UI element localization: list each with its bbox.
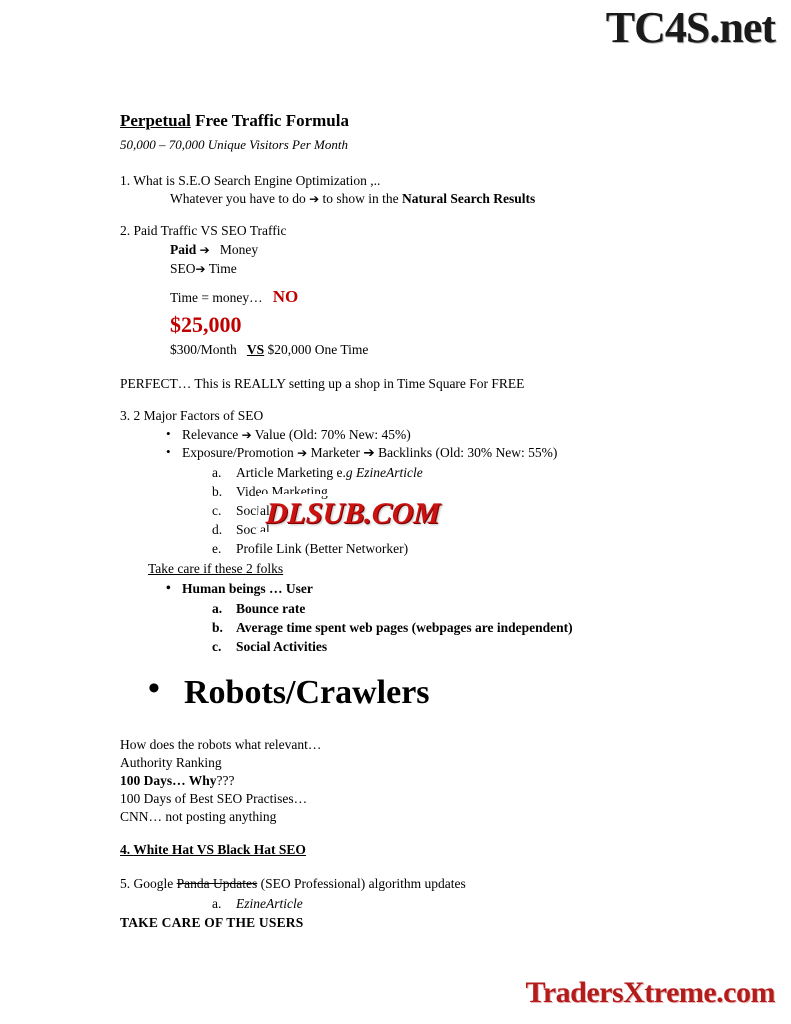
item-text: Social [236,502,270,518]
list-item: • Human beings … User [120,580,680,598]
list-item [120,619,680,637]
page-title-underlined: Perpetual [120,111,191,130]
bullet-0-text: Value (Old: 70% New: 45%) [254,426,411,442]
list-item [120,444,680,462]
item-marker: b. [212,619,223,635]
authority-paragraph [120,736,680,825]
page-title [120,110,680,132]
item-text: Bounce rate [236,600,306,616]
arrow-icon: ➔ [195,261,206,276]
item-marker: c. [212,638,222,654]
item-marker: c. [212,502,222,518]
list-item [120,426,680,444]
paid-value: Money [219,242,259,258]
list-item [120,895,680,913]
section-2-heading: 2. Paid Traffic VS SEO Traffic [120,223,287,239]
perfect-line: PERFECT… This is REALLY setting up a shop in Time Square For FREE [120,375,525,391]
item-text: Video Marketing [236,484,328,500]
item-text: Article Marketing e. [236,465,346,481]
section-5-heading [120,875,680,893]
item-marker: a. [212,600,223,616]
take-care-users-footer: TAKE CARE OF THE USERS [120,914,304,930]
item-text: Social Activities [236,638,328,654]
paragraph-line-4: 100 Days of Best SEO Practises… [120,790,308,806]
arrow-icon: ➔ [297,446,308,461]
arrow-icon: ➔ [241,427,252,442]
robots-crawlers-text: Robots/Crawlers [184,674,430,712]
watermark-bottom-right: TradersXtreme.com [525,976,775,1009]
bullet-1-text: Marketer ➔ Backlinks (Old: 30% New: 55%) [310,445,558,461]
item-marker: d. [212,521,223,537]
human-beings-bullet [120,580,680,598]
watermark-center: DLSUB.COM [257,494,449,534]
item-text: EzineArticle [236,895,303,911]
section-1-line-b-bold: Natural Search Results [402,191,536,207]
section-2 [120,222,680,393]
bullet-0-label: Relevance [182,426,239,442]
hundred-days-bold: 100 Days… Why [120,772,217,788]
section-5-sub-items [120,895,680,913]
list-item [120,464,680,482]
page-subtitle: 50,000 – 70,000 Unique Visitors Per Month [120,137,348,153]
section-2-amount-wrap [120,310,680,339]
list-item [120,638,680,656]
time-equals-money: Time = money… [170,289,263,305]
section-4 [120,841,680,859]
compare-vs: VS [246,342,265,358]
section-1 [120,172,680,209]
section-5-strikethrough: Panda Updates [176,876,258,892]
list-item [120,600,680,618]
section-2-compare [120,341,680,359]
item-marker: b. [212,484,223,500]
compare-right: $20,000 One Time [267,342,369,358]
item-text-italic: g EzineArticle [345,465,423,481]
section-1-heading: 1. What is S.E.O Search Engine Optimization ,.. [120,172,381,188]
amount-highlight: $25,000 [170,312,242,338]
list-item [120,540,680,558]
robots-crawlers-heading [120,671,680,716]
section-2-paid-line [120,241,680,259]
section-4-number: 4. [120,842,134,858]
hundred-days-question: ??? [216,772,235,788]
section-1-line [120,190,680,208]
section-1-line-a: Whatever you have to do [170,191,306,207]
arrow-icon: ➔ [309,192,320,207]
paragraph-line-2 [120,772,680,790]
item-marker: a. [212,895,222,911]
section-5-prefix: 5. Google [120,876,177,892]
section-2-seo-line [120,260,680,278]
paragraph-line-0: How does the robots what relevant… [120,737,322,753]
section-5-suffix: (SEO Professional) algorithm updates [257,876,466,892]
watermark-top-right: TC4S.net [605,3,775,52]
item-text: Average time spent web pages (webpages are independent) [236,619,573,635]
take-care-note: Take care if these 2 folks [148,561,284,577]
page-title-rest: Free Traffic Formula [190,111,349,130]
item-marker: a. [212,465,222,481]
section-5 [120,875,680,931]
section-3 [120,407,680,716]
no-emphasis: NO [272,286,299,306]
section-2-time-money [120,286,680,308]
bullet-1-label: Exposure/Promotion [182,445,294,461]
paid-label: Paid [170,242,197,258]
arrow-icon: ➔ [199,243,210,258]
paragraph-line-5: CNN… not posting anything [120,808,277,824]
paragraph-line-1: Authority Ranking [120,755,222,771]
section-3-heading: 3. 2 Major Factors of SEO [120,407,264,423]
section-4-heading [120,841,680,859]
item-text: Profile Link (Better Networker) [236,540,409,556]
item-marker: e. [212,540,222,556]
section-3-bullets [120,426,680,463]
compare-left: $300/Month [170,342,237,358]
section-4-title: White Hat VS Black Hat SEO [133,842,306,858]
section-1-line-b: to show in the [322,191,399,207]
seo-label: SEO [170,260,196,276]
seo-value: Time [208,260,237,276]
item-text: Social [236,521,270,537]
human-sub-items [120,600,680,655]
